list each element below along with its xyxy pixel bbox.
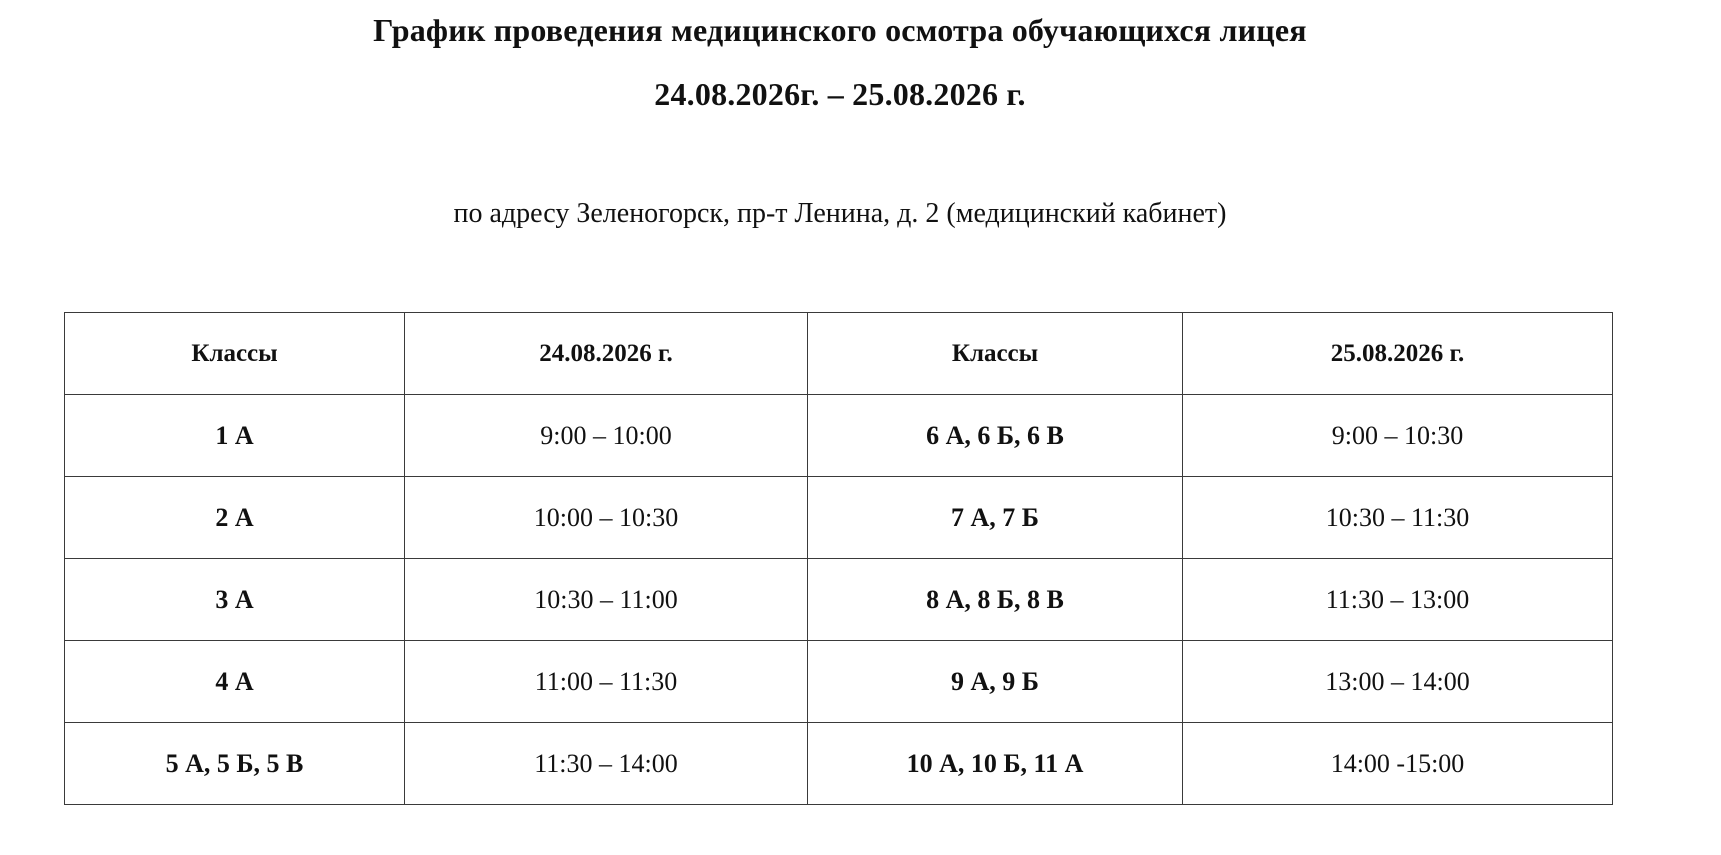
header-classes-day2: Классы bbox=[808, 313, 1183, 395]
classes-cell: 1 А bbox=[65, 395, 405, 477]
header-date-day2: 25.08.2026 г. bbox=[1183, 313, 1613, 395]
time-cell: 9:00 – 10:00 bbox=[405, 395, 808, 477]
table-row bbox=[65, 395, 1613, 477]
time-cell: 10:30 – 11:30 bbox=[1183, 477, 1613, 559]
classes-cell: 6 А, 6 Б, 6 В bbox=[808, 395, 1183, 477]
classes-cell: 9 А, 9 Б bbox=[808, 641, 1183, 723]
time-cell: 13:00 – 14:00 bbox=[1183, 641, 1613, 723]
classes-cell: 2 А bbox=[65, 477, 405, 559]
document-title: График проведения медицинского осмотра обучающихся лицея bbox=[373, 12, 1307, 48]
classes-cell: 7 А, 7 Б bbox=[808, 477, 1183, 559]
table-header-row bbox=[65, 313, 1613, 395]
classes-cell: 5 А, 5 Б, 5 В bbox=[65, 723, 405, 805]
classes-cell: 4 А bbox=[65, 641, 405, 723]
time-cell: 9:00 – 10:30 bbox=[1183, 395, 1613, 477]
schedule-table bbox=[64, 312, 1613, 805]
time-cell: 14:00 -15:00 bbox=[1183, 723, 1613, 805]
document-date-range: 24.08.2026г. – 25.08.2026 г. bbox=[654, 76, 1026, 112]
document-address: по адресу Зеленогорск, пр-т Ленина, д. 2 (медицинский кабинет) bbox=[453, 198, 1227, 229]
header-classes-day1: Классы bbox=[65, 313, 405, 395]
time-cell: 10:30 – 11:00 bbox=[405, 559, 808, 641]
time-cell: 11:30 – 13:00 bbox=[1183, 559, 1613, 641]
table-row bbox=[65, 559, 1613, 641]
classes-cell: 8 А, 8 Б, 8 В bbox=[808, 559, 1183, 641]
header-date-day1: 24.08.2026 г. bbox=[405, 313, 808, 395]
classes-cell: 3 А bbox=[65, 559, 405, 641]
table-row bbox=[65, 723, 1613, 805]
table-row bbox=[65, 641, 1613, 723]
table-row bbox=[65, 477, 1613, 559]
classes-cell: 10 А, 10 Б, 11 А bbox=[808, 723, 1183, 805]
time-cell: 11:30 – 14:00 bbox=[405, 723, 808, 805]
time-cell: 11:00 – 11:30 bbox=[405, 641, 808, 723]
time-cell: 10:00 – 10:30 bbox=[405, 477, 808, 559]
